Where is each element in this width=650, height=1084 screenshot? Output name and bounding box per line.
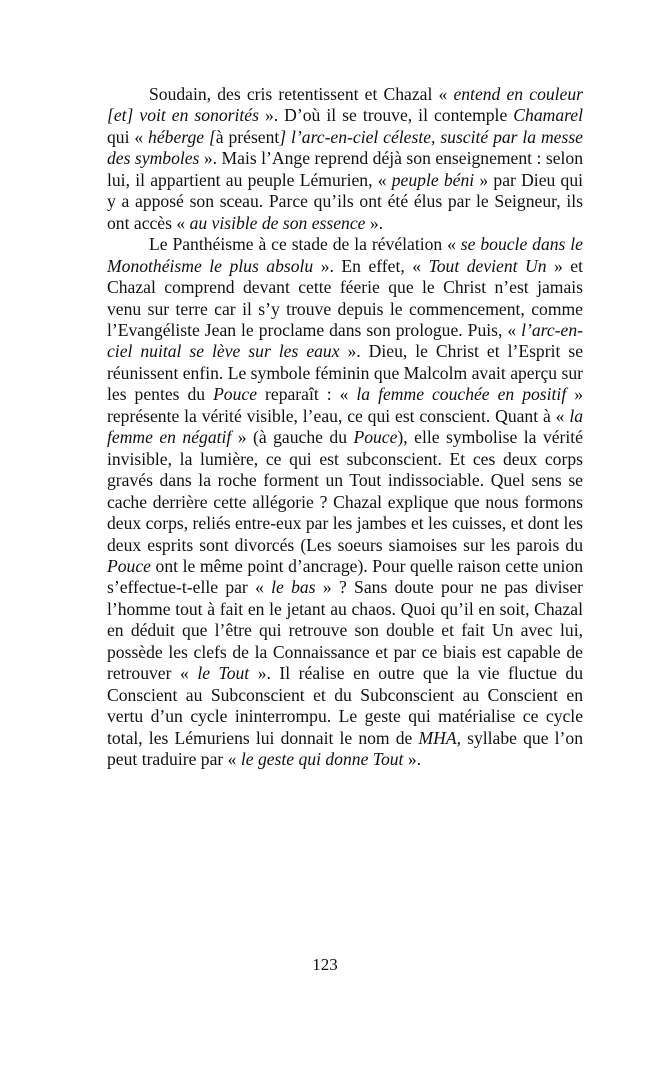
page-number: 123 xyxy=(312,955,338,974)
text-run: » (à gauche du xyxy=(231,427,354,448)
italic-text: la femme couchée en positif xyxy=(356,384,567,405)
italic-text: au visible de son essence xyxy=(189,212,366,233)
text-run: ». Mais l’Ange reprend déjà son enseignement : selon lui, il appartient au peuple Lémurien, « xyxy=(107,148,583,190)
italic-text: Chamarel xyxy=(513,105,584,126)
text-run: » et Chazal comprend devant cette féerie que le Christ n’est jamais venu sur terre car il s’y trouve depuis le commencement, comme l’Evangéliste Jean le proclame dans son prologue. Puis, « xyxy=(107,255,584,340)
italic-text: Pouce xyxy=(107,555,151,576)
italic-text: peuple béni xyxy=(391,169,475,190)
text-run: ». D’où il se trouve, il contemple xyxy=(258,105,514,126)
italic-text: entend en couleur [et] voit en sonorités xyxy=(107,84,583,126)
paragraph xyxy=(107,84,583,234)
italic-text: héberge [ xyxy=(148,126,216,147)
italic-text: Pouce xyxy=(213,384,258,405)
italic-text: Tout devient Un xyxy=(428,255,547,276)
italic-text: l’arc-en-ciel nuital se lève sur les eaux xyxy=(107,319,583,362)
text-run: qui « xyxy=(107,126,149,147)
italic-text: le geste qui donne Tout xyxy=(240,749,404,770)
text-run: ), elle symbolise la vérité invisible, la lumière, ce qui est subconscient. Et ces deux corps gravés dans la roche forment un Tout indissociable. Quel sens se cache derrière cette allégorie ? Chazal explique que nous formons deux corps, reliés entre-eux par les jambes et les cuisses, et dont les deux esprits sont divorcés (Les soeurs siamoises sur les parois du xyxy=(107,427,583,555)
text-run: ont le même point d’ancrage). Pour quelle raison cette union s’effectue-t-elle par « xyxy=(107,555,583,598)
italic-text: MHA, xyxy=(418,727,461,748)
text-run: ». En effet, « xyxy=(313,255,429,276)
text-run: ». Dieu, le Christ et l’Esprit se réunissent enfin. Le symbole féminin que Malcolm avait aperçu sur les pentes du xyxy=(107,341,583,405)
paragraph xyxy=(107,234,583,770)
text-run: ». xyxy=(403,749,422,770)
italic-text: se boucle dans le Monothéisme le plus absolu xyxy=(107,234,583,276)
text-run: » ? Sans doute pour ne pas diviser l’homme tout à fait en le jetant au chaos. Quoi qu’il en soit, Chazal en déduit que l’être qui retrouve son double et fait Un avec lui, possède les clefs de la Connaissance et par ce biais est capable de retrouver « xyxy=(107,577,584,684)
italic-text: le bas xyxy=(271,577,316,598)
text-run: reparaît : « xyxy=(257,384,357,405)
text-run: ». Il réalise en outre que la vie fluctue du Conscient au Subconscient et du Subconscient au Conscient en vertu d’un cycle ininterrompu. Le geste qui matérialise ce cycle total, les Lémuriens lui donnait le nom de xyxy=(107,663,584,748)
text-run: ». xyxy=(365,212,384,233)
italic-text: Pouce xyxy=(353,427,398,448)
text-run: » par Dieu qui y a apposé son sceau. Parce qu’ils ont été élus par le Seigneur, ils ont accès « xyxy=(107,169,584,233)
text-run: Le Panthéisme à ce stade de la révélation « xyxy=(149,234,461,255)
italic-text: ] l’arc-en-ciel céleste, suscité par la messe des symboles xyxy=(107,126,583,169)
text-run: » représente la vérité visible, l’eau, ce qui est conscient. Quant à « xyxy=(107,384,583,426)
text-run: syllabe que l’on peut traduire par « xyxy=(107,727,583,770)
italic-text: le Tout xyxy=(197,663,250,684)
italic-text: la femme en négatif xyxy=(107,405,583,448)
text-run: à présent xyxy=(215,126,280,147)
body-text xyxy=(107,84,583,771)
text-run: Soudain, des cris retentissent et Chazal « xyxy=(149,84,454,104)
